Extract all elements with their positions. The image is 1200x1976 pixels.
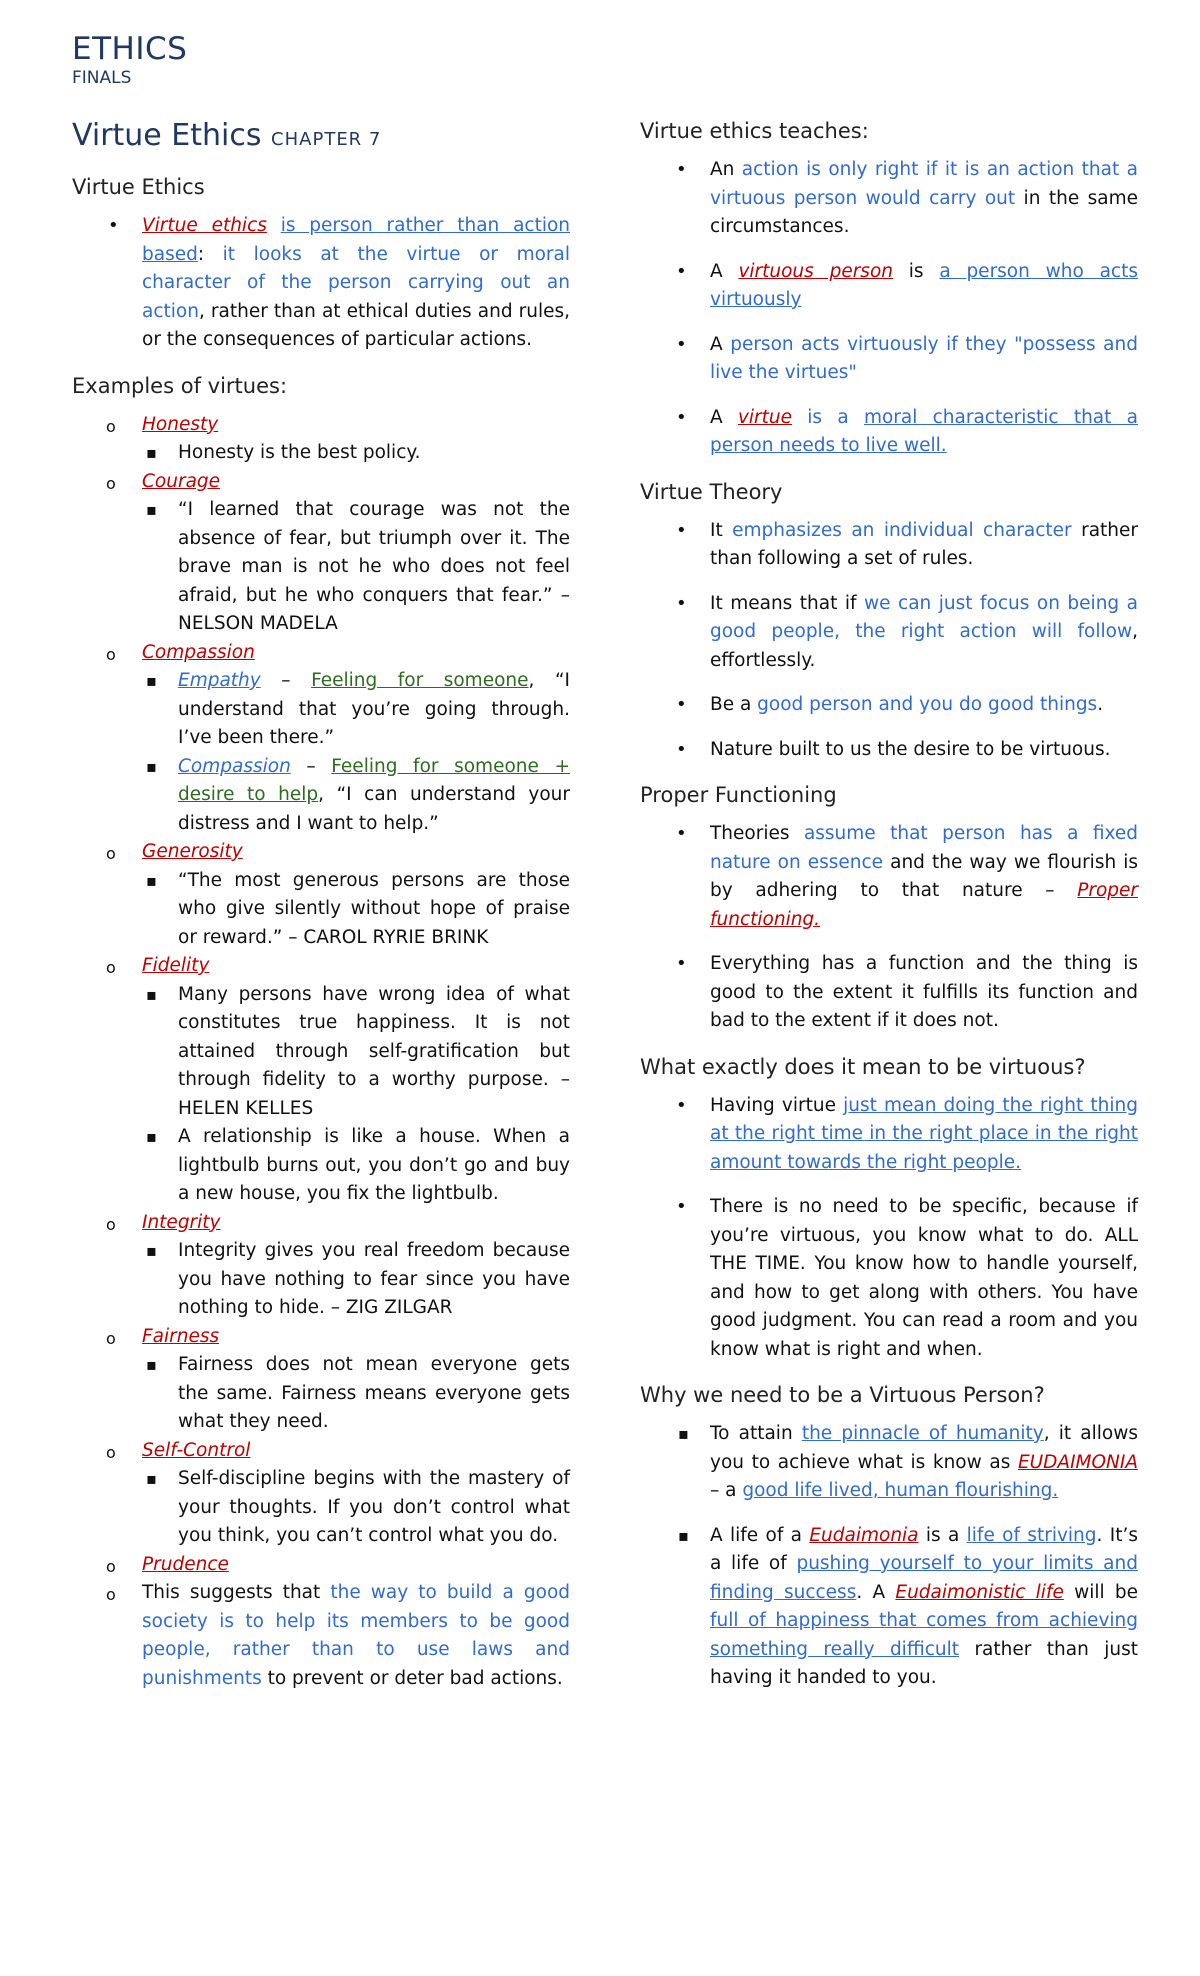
virtue-theory-list <box>640 517 1138 765</box>
list-item: • It means that if we can just focus on being a good people, the right action will follow, effortlessly. <box>640 590 1138 676</box>
right-column <box>640 112 1138 1709</box>
list-item: • There is no need to be specific, because if you’re virtuous, you know what to do. ALL THE TIME. You know how to handle yourself, and how to get along with others. You have good judgment. You can read a room and you know what is right and when. <box>640 1193 1138 1364</box>
list-item: • It emphasizes an individual character rather than following a set of rules. <box>640 517 1138 574</box>
list-item: • Nature built to us the desire to be virtuous. <box>640 736 1138 765</box>
list-item: ▪ Compassion – Feeling for someone + desire to help, “I can understand your distress and I want to help.” <box>142 753 570 839</box>
virtue-integrity: o Integrity ▪ Integrity gives you real freedom because you have nothing to fear since you have nothing to hide. – ZIG ZILGAR <box>72 1209 570 1323</box>
section-heading-teaches: Virtue ethics teaches: <box>640 119 869 143</box>
list-item: • Virtue ethics is person rather than action based: it looks at the virtue or moral character of the person carrying out an action, rather than at ethical duties and rules, or the consequences of particular actions. <box>72 212 570 355</box>
virtue-generosity: o Generosity ▪ “The most generous persons are those who give silently without hope of praise or reward.” – CAROL RYRIE BRINK <box>72 838 570 952</box>
list-item: ▪ Empathy – Feeling for someone, “I understand that you’re going through. I’ve been there.” <box>142 667 570 753</box>
document-header <box>72 30 187 88</box>
section-heading-why-virtuous: Why we need to be a Virtuous Person? <box>640 1383 1045 1407</box>
circle-bullet-icon: o <box>106 1328 116 1348</box>
list-item: ▪ A relationship is like a house. When a lightbulb burns out, you don’t go and buy a new house, you fix the lightbulb. <box>142 1123 570 1209</box>
list-item: • Everything has a function and the thing is good to the extent it fulfills its function and bad to the extent if it does not. <box>640 950 1138 1036</box>
left-column <box>72 112 570 1693</box>
term: Virtue ethics <box>142 215 267 236</box>
virtue-self-control: o Self-Control ▪ Self-discipline begins with the mastery of your thoughts. If you don’t control what you think, you can’t control what you do. <box>72 1437 570 1551</box>
circle-bullet-icon: o <box>106 1585 116 1604</box>
list-item: ▪ To attain the pinnacle of humanity, it allows you to achieve what is know as EUDAIMONIA – a good life lived, human flourishing. <box>640 1420 1138 1506</box>
list-item: ▪ “The most generous persons are those who give silently without hope of praise or reward.” – CAROL RYRIE BRINK <box>142 867 570 953</box>
list-item: ▪ Fairness does not mean everyone gets the same. Fairness means everyone gets what they need. <box>142 1351 570 1437</box>
virtue-prudence: o Prudence <box>72 1551 570 1580</box>
circle-bullet-icon: o <box>106 1556 116 1576</box>
circle-bullet-icon: o <box>106 844 116 863</box>
virtue-compassion: o Compassion ▪ Empathy – Feeling for someone, “I understand that you’re going through. I’ve been there.” ▪ Compassion – Feeling for someone + desire to help, “I can understand your distress and I want to help.” <box>72 639 570 839</box>
why-virtuous-list <box>640 1420 1138 1693</box>
chapter-label: CHAPTER 7 <box>271 129 382 150</box>
virtue-ethics-list <box>72 212 570 355</box>
section-heading-what-virtuous: What exactly does it mean to be virtuous? <box>640 1054 1086 1079</box>
circle-bullet-icon: o <box>106 1214 116 1234</box>
list-item: • Theories assume that person has a fixed nature on essence and the way we flourish is by adhering to that nature – Proper functioning. <box>640 820 1138 934</box>
list-item: ▪ Honesty is the best policy. <box>142 439 570 468</box>
list-item: • A virtue is a moral characteristic that a person needs to live well. <box>640 404 1138 461</box>
circle-bullet-icon: o <box>106 416 116 436</box>
circle-bullet-icon: o <box>106 1442 116 1462</box>
teaches-list <box>640 156 1138 461</box>
section-heading-virtue-theory: Virtue Theory <box>640 479 783 504</box>
circle-bullet-icon: o <box>106 644 116 664</box>
list-item: ▪ Self-discipline begins with the mastery of your thoughts. If you don’t control what you think, you can’t control what you do. <box>142 1465 570 1551</box>
virtue-fidelity: o Fidelity ▪ Many persons have wrong idea of what constitutes true happiness. It is not attained through self-gratification but through fidelity to a worthy purpose. – HELEN KELLES ▪ A relationship is like a house. When a lightbulb burns out, you don’t go and buy a new house, you fix the lightbulb. <box>72 952 570 1209</box>
list-item: ▪ “I learned that courage was not the absence of fear, but triumph over it. The brave man is not he who does not feel afraid, but he who conquers that fear.” – NELSON MADELA <box>142 496 570 639</box>
list-item: ▪ Many persons have wrong idea of what constitutes true happiness. It is not attained through self-gratification but through fidelity to a worthy purpose. – HELEN KELLES <box>142 981 570 1124</box>
document-title: ETHICS <box>72 31 188 67</box>
chapter-heading <box>72 118 570 158</box>
section-heading-examples: Examples of virtues: <box>72 373 288 398</box>
list-item: • An action is only right if it is an action that a virtuous person would carry out in the same circumstances. <box>640 156 1138 242</box>
virtue-examples-list <box>72 411 570 1694</box>
list-item: ▪ Integrity gives you real freedom because you have nothing to fear since you have nothing to hide. – ZIG ZILGAR <box>142 1237 570 1323</box>
virtue-fairness: o Fairness ▪ Fairness does not mean everyone gets the same. Fairness means everyone gets what they need. <box>72 1323 570 1437</box>
virtue-courage: o Courage ▪ “I learned that courage was not the absence of fear, but triumph over it. The brave man is not he who does not feel afraid, but he who conquers that fear.” – NELSON MADELA <box>72 468 570 639</box>
list-item: • Having virtue just mean doing the right thing at the right time in the right place in the right amount towards the right people. <box>640 1092 1138 1178</box>
circle-bullet-icon: o <box>106 473 116 493</box>
virtue-honesty: o Honesty ▪ Honesty is the best policy. <box>72 411 570 468</box>
circle-bullet-icon: o <box>106 958 116 977</box>
what-virtuous-list <box>640 1092 1138 1365</box>
section-heading-proper-functioning: Proper Functioning <box>640 783 837 807</box>
list-item: • A virtuous person is a person who acts virtuously <box>640 258 1138 315</box>
list-item: • Be a good person and you do good things. <box>640 691 1138 720</box>
proper-functioning-list <box>640 820 1138 1036</box>
section-heading-virtue-ethics: Virtue Ethics <box>72 175 205 199</box>
document-subtitle: FINALS <box>72 68 132 88</box>
chapter-title: Virtue Ethics <box>72 118 262 153</box>
list-item: • A person acts virtuously if they "possess and live the virtues" <box>640 331 1138 388</box>
prudence-description: o This suggests that the way to build a good society is to help its members to be good people, rather than to use laws and punishments to prevent or deter bad actions. <box>106 1582 571 1689</box>
list-item: ▪ A life of a Eudaimonia is a life of striving. It’s a life of pushing yourself to your limits and finding success. A Eudaimonistic life will be full of happiness that comes from achieving something really difficult rather than just having it handed to you. <box>640 1522 1138 1693</box>
